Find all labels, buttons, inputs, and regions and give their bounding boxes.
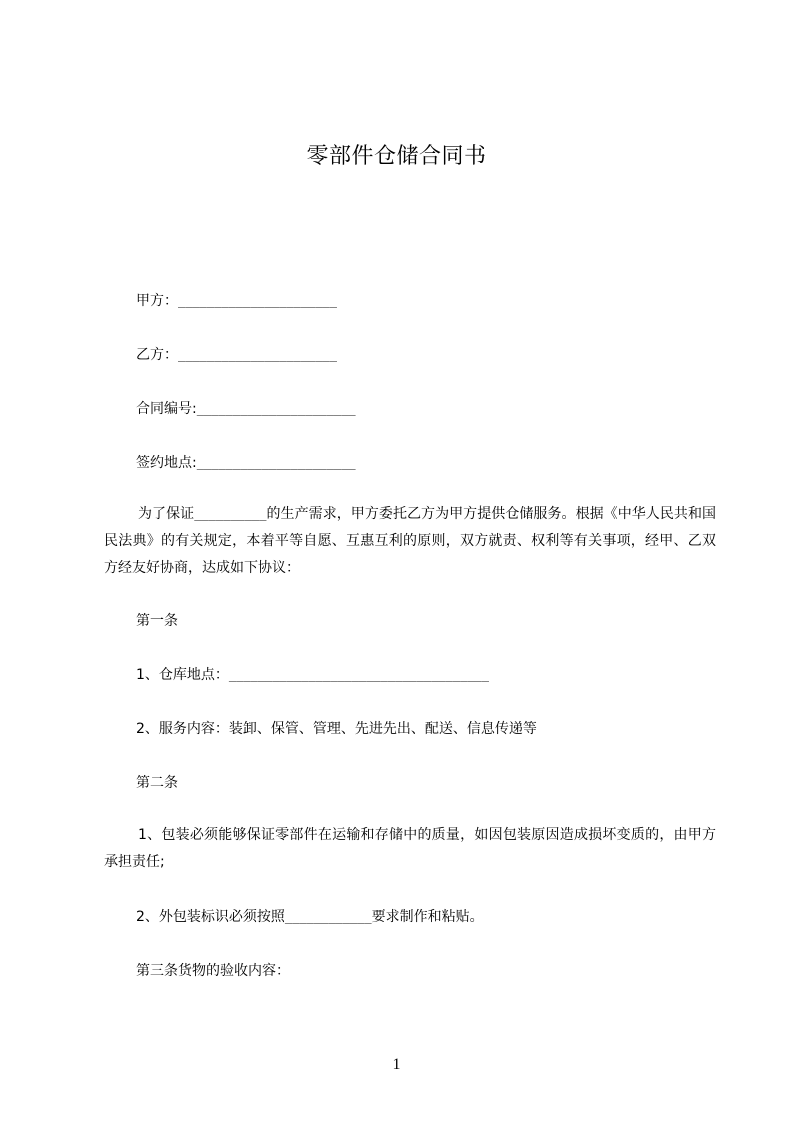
party-a-blank: ______________________ [178, 294, 337, 308]
article-2-item-1: 1、包装必须能够保证零部件在运输和存储中的质量，如因包装原因造成损坏变质的，由甲方承担责任; [104, 827, 716, 870]
party-b-label: 乙方： [136, 347, 178, 363]
contract-number-blank: ______________________ [196, 402, 356, 416]
sign-place-label: 签约地点: [136, 455, 197, 471]
article-1-item-1 [136, 665, 489, 685]
party-b-line [136, 345, 337, 365]
party-b-blank: ______________________ [178, 348, 337, 362]
article-3-heading: 第三条货物的验收内容： [136, 963, 290, 979]
document-title: 零部件仓储合同书 [306, 144, 487, 169]
intro-text-start: 为了保证 [138, 506, 195, 522]
article-1-item-2: 2、服务内容：装卸、保管、管理、先进先出、配送、信息传递等 [136, 721, 537, 737]
party-a-line [136, 291, 337, 311]
contract-number-label: 合同编号: [136, 401, 197, 417]
article-1-heading: 第一条 [136, 613, 178, 629]
article-2-item-2 [136, 907, 484, 927]
intro-text-rest: 的生产需求，甲方委托乙方为甲方提供仓储服务。根据《中华人民共和国民法典》的有关规定，本着平等自愿、互惠互利的原则，双方就责、权利等有关事项，经甲、乙双方经友好协商，达成如下协议： [104, 506, 717, 576]
page-number: 1 [392, 1056, 401, 1073]
warehouse-location-label: 1、仓库地点： [136, 667, 229, 683]
packaging-standard-blank: ____________ [284, 910, 372, 924]
article-2-item-2-end: 要求制作和粘贴。 [371, 909, 484, 925]
article-2-heading: 第二条 [136, 775, 178, 791]
intro-blank: __________ [194, 507, 267, 521]
warehouse-location-blank: ____________________________________ [228, 668, 490, 682]
contract-number-line [136, 399, 356, 419]
sign-place-line [136, 453, 356, 473]
party-a-label: 甲方： [136, 293, 178, 309]
intro-paragraph [104, 501, 716, 582]
sign-place-blank: ______________________ [196, 456, 356, 470]
article-2-item-2-start: 2、外包装标识必须按照 [136, 909, 285, 925]
